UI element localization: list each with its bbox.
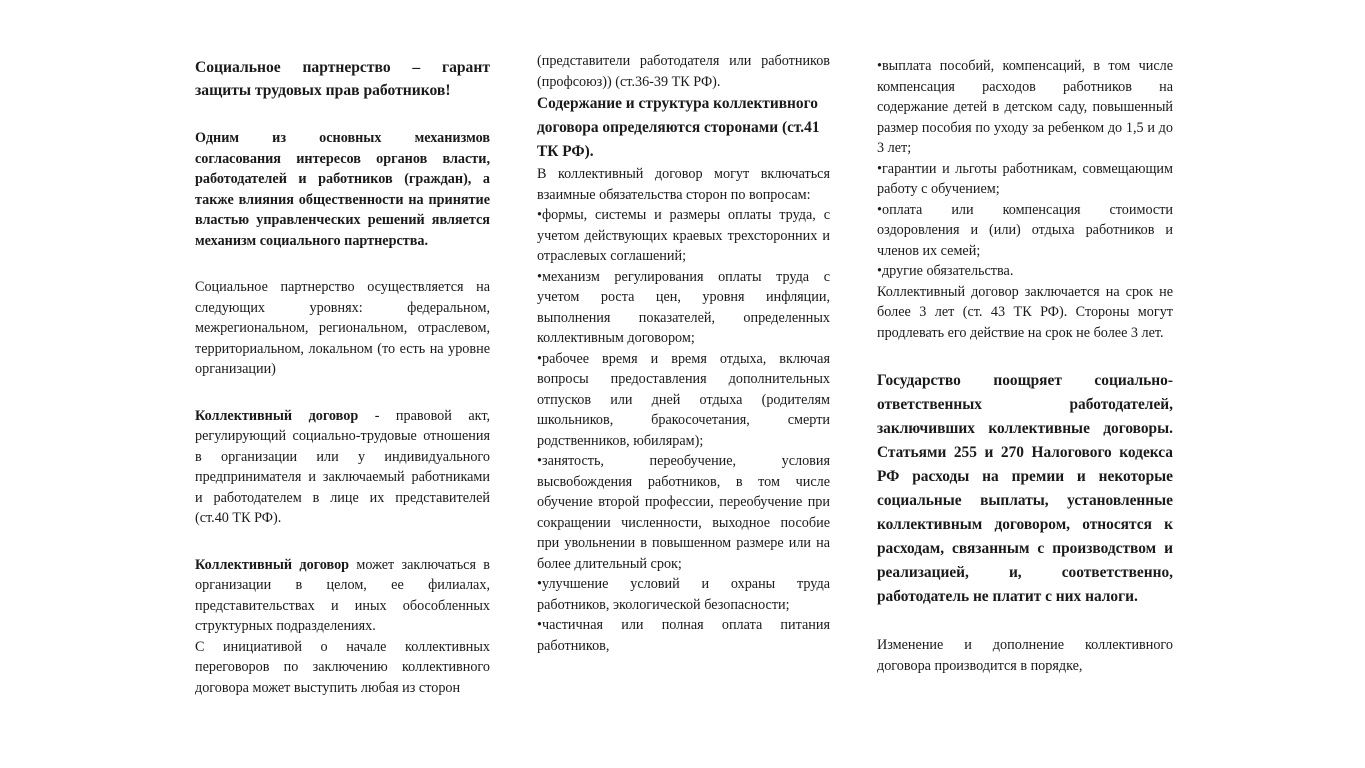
list-item-text: формы, системы и размеры оплаты труда, с учетом действующих краевых трехсторонних и отраслевых соглашений; <box>537 207 830 264</box>
list-item-text: улучшение условий и охраны труда работников, экологической безопасности; <box>537 576 830 613</box>
continuation-text: (представители работодателя или работников (профсоюз)) (ст.36-39 ТК РФ). <box>537 53 830 90</box>
obligation-cont-item <box>877 261 1173 282</box>
obligation-cont-item <box>877 200 1173 262</box>
bullet-icon: • <box>537 207 542 223</box>
list-item-text: выплата пособий, компенсаций, в том числе компенсация расходов работников на содержание детей в детском саду, повышенный размер пособия по уходу за ребенком до 1,5 и до 3 лет; <box>877 58 1173 156</box>
collective-agreement-scope <box>195 555 490 637</box>
lead-paragraph: Одним из основных механизмов согласования интересов органов власти, работодателей и работников (граждан), а также влияния общественности на принятие властью управленческих решений является механизм социального партнерства. <box>195 130 490 249</box>
obligation-cont-item <box>877 56 1173 159</box>
definition-text: - правовой акт, регулирующий социально-трудовые отношения в организации или у индивидуального предпринимателя и заключаемый работниками и работодателем в лице их представителей (ст.40 ТК РФ). <box>195 407 491 526</box>
obligation-item <box>537 267 830 349</box>
bullet-icon: • <box>537 453 542 469</box>
obligations-list <box>537 205 830 656</box>
bullet-icon: • <box>877 201 882 218</box>
bullet-icon: • <box>537 617 542 633</box>
column-2 <box>537 51 830 656</box>
intro-paragraph: В коллективный договор могут включаться взаимные обязательства сторон по вопросам: <box>537 166 830 203</box>
bullet-icon: • <box>877 58 882 74</box>
list-item-text: частичная или полная оплата питания работников, <box>537 617 830 654</box>
obligation-item <box>537 349 830 452</box>
term-collective-agreement-2: Коллективный договор <box>195 556 350 573</box>
scope-text: может заключаться в организации в целом, ее филиалах, представительствах и иных обособленных структурных подразделениях. <box>195 556 490 634</box>
bullet-icon: • <box>537 268 542 285</box>
list-item-text: механизм регулирования оплаты труда с учетом роста цен, уровня инфляции, выполнения показателей, определенных коллективным договором; <box>537 268 830 346</box>
obligation-cont-item <box>877 159 1173 200</box>
list-item-text: занятость, переобучение, условия высвобождения работников, в том числе обучение второй профессии, переобучение при сокращении численности, выходное пособие при увольнении в повышенном размере или на более длительный срок; <box>537 453 830 572</box>
term-paragraph: Коллективный договор заключается на срок не более 3 лет (ст. 43 ТК РФ). Стороны могут продлевать его действие на срок не более 3 лет. <box>877 283 1173 341</box>
list-item-text: гарантии и льготы работникам, совмещающим работу с обучением; <box>877 160 1173 197</box>
section-heading: Содержание и структура коллективного договора определяются сторонами (ст.41 ТК РФ). <box>537 95 820 160</box>
obligation-item <box>537 615 830 656</box>
obligation-item <box>537 574 830 615</box>
column-1 <box>195 56 490 698</box>
bullet-icon: • <box>877 160 882 177</box>
change-paragraph: Изменение и дополнение коллективного договора производится в порядке, <box>877 637 1173 674</box>
levels-paragraph: Социальное партнерство осуществляется на следующих уровнях: федеральном, межрегиональном, региональном, отраслевом, территориальном, локальном (то есть на уровне организации) <box>195 279 490 377</box>
obligations-list-continued <box>877 56 1173 282</box>
list-item-text: другие обязательства. <box>881 263 1014 279</box>
collective-agreement-definition <box>195 406 490 529</box>
bullet-icon: • <box>877 263 882 279</box>
column-3 <box>877 56 1173 676</box>
initiative-paragraph: С инициативой о начале коллективных переговоров по заключению коллективного договора может выступить любая из сторон <box>195 638 490 696</box>
bullet-icon: • <box>537 576 542 592</box>
obligation-item <box>537 205 830 267</box>
term-collective-agreement: Коллективный договор <box>195 407 359 424</box>
page-title: Социальное партнерство – гарант защиты трудовых прав работников! <box>195 59 490 99</box>
bullet-icon: • <box>537 350 542 367</box>
list-item-text: рабочее время и время отдыха, включая вопросы предоставления дополнительных отпусков или дней отдыха (родителям школьников, бракосочетания, смерти родственников, юбилярам); <box>537 350 830 449</box>
obligation-item <box>537 451 830 574</box>
state-encourages-paragraph: Государство поощряет социально-ответственных работодателей, заключивших коллективные договоры. Статьями 255 и 270 Налогового кодекса РФ расходы на премии и некоторые социальные выплаты, установленные коллективным договором, относятся к расходам, связанным с производством и реализацией, и, соответственно, работодатель не платит с них налоги. <box>877 372 1173 605</box>
list-item-text: оплата или компенсация стоимости оздоровления и (или) отдыха работников и членов их семей; <box>877 201 1173 259</box>
